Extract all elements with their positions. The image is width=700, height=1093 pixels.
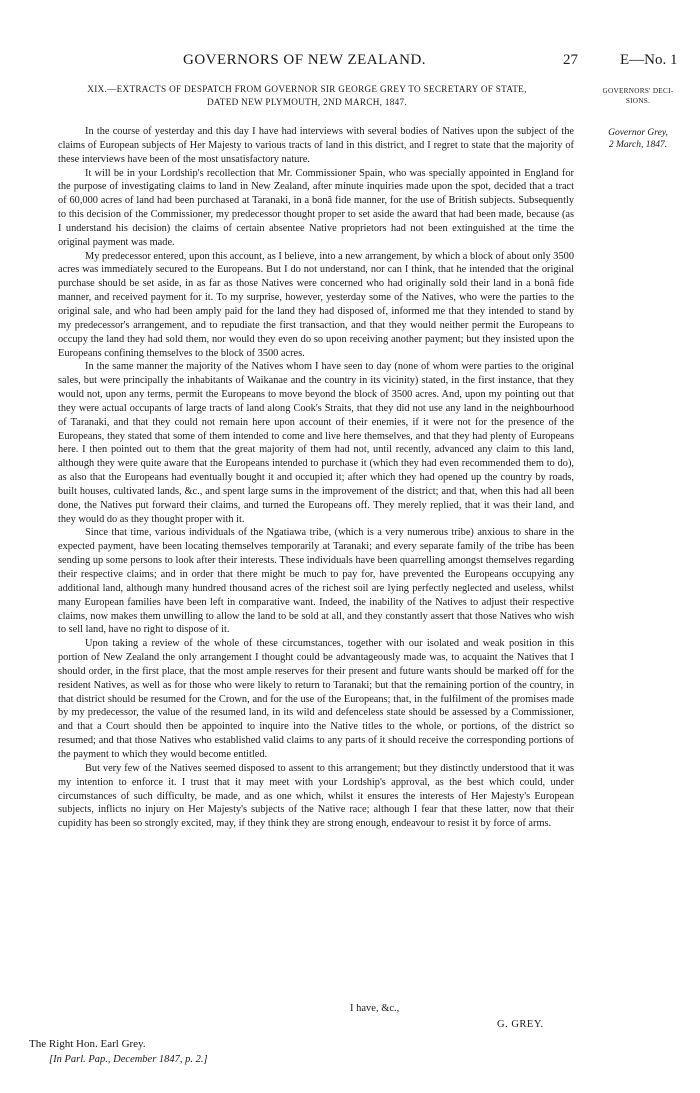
section-heading-line-1: XIX.—EXTRACTS OF DESPATCH FROM GOVERNOR SIR GEORGE GREY TO SECRETARY OF STATE, <box>87 84 527 94</box>
signature: G. GREY. <box>497 1019 544 1030</box>
margin-category-line-1: GOVERNORS' DECI- <box>602 87 674 95</box>
recipient: The Right Hon. Earl Grey. <box>29 1038 146 1050</box>
paragraph-7: But very few of the Natives seemed disposed to assent to this arrangement; but they distinctly understood that it was my intention to enforce it. I trust that it may meet with your Lordship's approval, as the best which could, under circumstances of such difficulty, be made, and as one which, whilst it ensures the interests of Her Majesty's European subjects, inflicts no injury on Her Majesty's subjects of the Native race; although I fear that these latter, now that their cupidity has been so strongly excited, may, if they think they are strong enough, endeavour to resist it by force of arms. <box>58 762 574 830</box>
paragraph-4: In the same manner the majority of the Natives whom I have seen to day (none of whom were parties to the original sales, but were principally the inhabitants of Waikanae and the country in its vicinity) stated, in the first instance, that they would not, upon any terms, permit the Europeans to move beyond the block of 3500 acres. And, upon my pointing out that they were actual occupants of large tracts of land along Cook's Straits, that they did not use any land in the neighbourhood of Taranaki, and that they could not remain here upon account of their enemies, if it were not for the presence of the Europeans, they stated that some of them intended to come and live here themselves, and that they had plenty of Europeans here. I then pointed out to them that the great majority of them had not, until recently, advanced any claim to this land, although they were quite aware that the Europeans intended to purchase it (which they had even recommended them to do), as also that the Europeans had eventually bought it and occupied it; after which they had opened up the country by roads, built houses, cultivated lands, &c., and spent large sums in the improvement of the district; and that, when this had all been done, the Natives put forward their claims, and turned the Europeans off. They merely replied, that it was their land, and they would do as they thought proper with it. <box>58 361 574 525</box>
margin-note-line-2: 2 March, 1847. <box>608 140 668 150</box>
section-heading-line-2: DATED NEW PLYMOUTH, 2ND MARCH, 1847. <box>206 97 408 107</box>
page-number: 27 <box>563 52 578 68</box>
document-reference: E—No. 1 <box>620 52 678 68</box>
margin-category-line-2: SIONS. <box>625 97 651 105</box>
page-header <box>0 52 700 74</box>
page-title: GOVERNORS OF NEW ZEALAND. <box>183 52 427 68</box>
margin-category <box>588 86 688 106</box>
margin-note <box>588 127 688 151</box>
section-heading <box>57 83 557 109</box>
despatch-body <box>58 125 574 831</box>
margin-note-line-1: Governor Grey, <box>608 128 668 138</box>
paragraph-3: My predecessor entered, upon this account, as I believe, into a new arrangement, by which a block of about only 3500 acres was immediately secured to the Europeans. But I do not understand, nor can I think, that he intended that the original purchase should be set aside, in as far as those Natives were concerned who had originally sold their land in a bonâ fide manner, and received payment for it. To my surprise, however, yesterday some of the Natives, who were the parties to the original sale, and who had been amply paid for the land they had disposed of, informed me that they intended to stand by my predecessor's arrangement, and to repudiate the first transaction, and that they would neither permit the Europeans to occupy the land they had sold them, nor would they even do so upon receiving another payment; but they insisted upon the Europeans confining themselves to the block of 3500 acres. <box>58 250 574 359</box>
paragraph-1: In the course of yesterday and this day I have had interviews with several bodies of Natives upon the subject of the claims of European subjects of Her Majesty to various tracts of land in this district, and I regret to state that the majority of these interviews have been of the most unsatisfactory nature. <box>58 126 574 165</box>
citation: [In Parl. Pap., December 1847, p. 2.] <box>49 1054 208 1065</box>
paragraph-2: It will be in your Lordship's recollection that Mr. Commissioner Spain, who was specially appointed in England for the purpose of investigating claims to land in New Zealand, after minute inquiries made upon the spot, decided that a tract of 60,000 acres of land had been purchased at Taranaki, in a bonâ fide manner, for the use of British subjects. Subsequently to this decision of the Commissioner, my predecessor thought proper to set aside the award that had been made, because (as I understand his decision) the claims of certain absentee Native proprietors had not been extinguished at the time the original payment was made. <box>58 167 574 248</box>
paragraph-6: Upon taking a review of the whole of these circumstances, together with our isolated and weak position in this portion of New Zealand the only arrangement I thought could be advantageously made was, to acquaint the Natives that I should order, in the first place, that the most ample reserves for their present and future wants should be marked off for the resident Natives, as well as for those who were likely to return to Taranaki; but that the remaining portion of the country, in that district should be resumed for the Crown, and for the use of the Europeans; that, in the fulfilment of the promises made by my predecessor, the value of the resumed land, in its wild and defenceless state should be assessed by a Commissioner, and that a Court should then be appointed to inquire into the Native titles to the whole, or portions, of the district so resumed; and that those Natives who established valid claims to any parts of it should receive the corresponding portions of the payment to which they would become entitled. <box>58 638 574 760</box>
closing-salutation: I have, &c., <box>350 1003 400 1014</box>
paragraph-5: Since that time, various individuals of the Ngatiawa tribe, (which is a very numerous tribe) anxious to share in the expected payment, have been locating themselves temporarily at Taranaki; and every separate family of the tribe has been sending up some persons to look after their interests. These individuals have been quarrelling amongst themselves regarding their respective claims; and in order that there might be much to pay for, have prevented the Europeans occupying any additional land, although many hundred thousand acres of the richest soil are lying perfectly neglected and useless, whilst many European families have been left in comparative want. Indeed, the inability of the Natives to adjust their respective claims, now makes them unwilling to allow the land to be sold at all, and they constantly assert that those Natives who wish to sell land, have no right to dispose of it. <box>58 527 574 636</box>
